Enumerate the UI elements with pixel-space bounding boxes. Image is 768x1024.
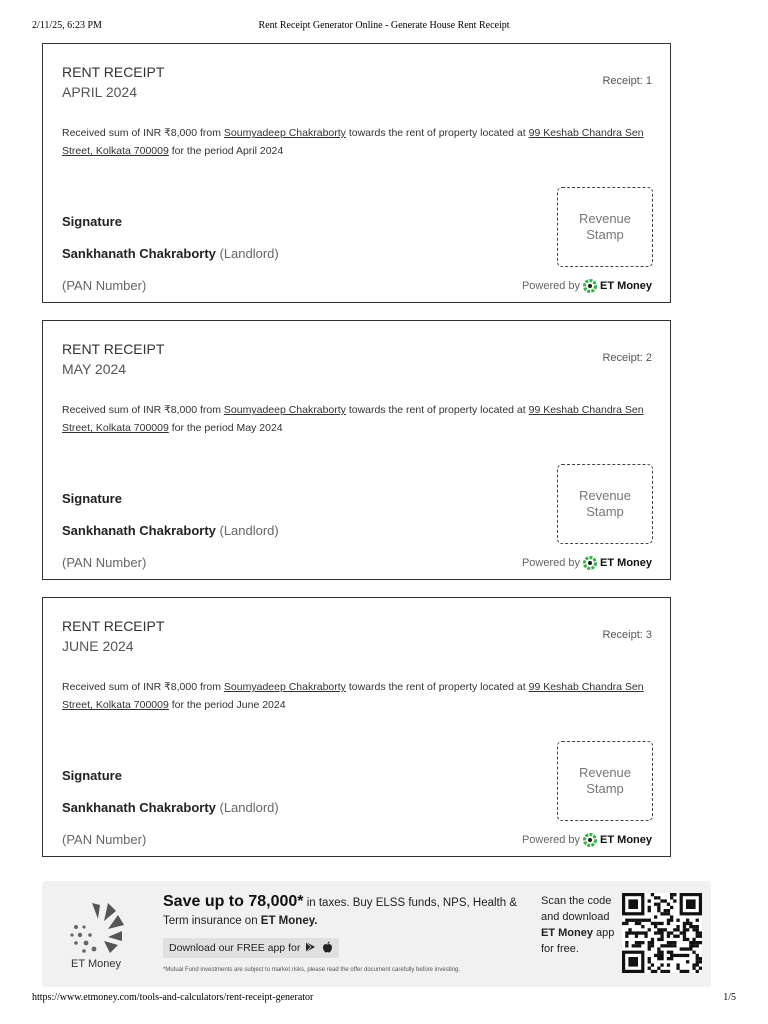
revenue-stamp-box: Revenue Stamp bbox=[557, 741, 653, 821]
receipt-month: JUNE 2024 bbox=[62, 638, 134, 654]
tenant-name: Soumyadeep Chakraborty bbox=[223, 127, 346, 139]
receipt-body-text bbox=[62, 401, 652, 437]
receipt-number: Receipt: 1 bbox=[602, 75, 652, 87]
banner-savings: Save up to 78,000* bbox=[163, 893, 304, 910]
scan-instructions bbox=[541, 893, 621, 957]
print-header bbox=[0, 20, 768, 34]
receipt-number: Receipt: 3 bbox=[602, 629, 652, 641]
scan-brand: ET Money bbox=[541, 927, 593, 939]
download-app-button[interactable] bbox=[163, 938, 339, 958]
play-store-icon[interactable] bbox=[305, 941, 317, 956]
receipt-title: RENT RECEIPT bbox=[62, 341, 165, 357]
tenant-name: Soumyadeep Chakraborty bbox=[223, 681, 346, 693]
et-money-logo-icon bbox=[583, 556, 597, 570]
property-address: 99 Keshab Chandra Sen Street, Kolkata 700009 bbox=[62, 127, 644, 157]
landlord-line bbox=[62, 523, 279, 538]
rent-receipt-card bbox=[42, 43, 671, 303]
tenant-name: Soumyadeep Chakraborty bbox=[223, 404, 346, 416]
qr-code bbox=[622, 893, 702, 973]
receipt-body-text bbox=[62, 124, 652, 160]
signature-label: Signature bbox=[62, 768, 122, 783]
landlord-line bbox=[62, 246, 279, 261]
revenue-stamp-box: Revenue Stamp bbox=[557, 464, 653, 544]
pan-number-placeholder: (PAN Number) bbox=[62, 278, 147, 293]
scan-text-end: app for free. bbox=[541, 927, 615, 955]
powered-by-label: Powered by bbox=[521, 834, 581, 846]
powered-by-label: Powered by bbox=[521, 557, 581, 569]
et-money-logo-icon bbox=[583, 833, 597, 847]
landlord-role: (Landlord) bbox=[215, 800, 279, 815]
download-app-label: Download our FREE app for bbox=[169, 942, 301, 954]
revenue-stamp-box: Revenue Stamp bbox=[557, 187, 653, 267]
landlord-name: Sankhanath Chakraborty bbox=[62, 523, 216, 538]
powered-by-brand: ET Money bbox=[600, 557, 652, 569]
app-promo-banner bbox=[42, 881, 711, 987]
apple-icon[interactable] bbox=[322, 941, 333, 956]
banner-brand: ET Money. bbox=[260, 915, 318, 927]
receipt-text-part: towards the rent of property located at bbox=[345, 404, 529, 416]
print-page-title: Rent Receipt Generator Online - Generate House Rent Receipt bbox=[258, 20, 510, 31]
powered-by-label: Powered by bbox=[521, 280, 581, 292]
landlord-role: (Landlord) bbox=[215, 246, 279, 261]
print-page-number: 1/5 bbox=[723, 992, 736, 1003]
scan-text: Scan the code and download bbox=[541, 895, 612, 923]
pan-number-placeholder: (PAN Number) bbox=[62, 555, 147, 570]
print-datetime: 2/11/25, 6:23 PM bbox=[32, 20, 102, 31]
receipt-text-part: towards the rent of property located at bbox=[345, 127, 529, 139]
receipt-number: Receipt: 2 bbox=[602, 352, 652, 364]
et-money-logo-icon bbox=[583, 279, 597, 293]
banner-disclaimer: *Mutual Fund investments are subject to market risks, please read the offer document carefully before investing. bbox=[163, 967, 461, 973]
receipt-period-text: for the period May 2024 bbox=[168, 422, 283, 434]
receipt-title: RENT RECEIPT bbox=[62, 618, 165, 634]
receipt-body-text bbox=[62, 678, 652, 714]
rent-receipt-card bbox=[42, 320, 671, 580]
receipt-title: RENT RECEIPT bbox=[62, 64, 165, 80]
powered-by-brand: ET Money bbox=[600, 834, 652, 846]
landlord-name: Sankhanath Chakraborty bbox=[62, 800, 216, 815]
landlord-role: (Landlord) bbox=[215, 523, 279, 538]
receipt-text-part: Received sum of INR ₹8,000 from bbox=[62, 404, 224, 416]
banner-headline bbox=[163, 893, 523, 930]
powered-by bbox=[522, 278, 652, 294]
print-url: https://www.etmoney.com/tools-and-calculators/rent-receipt-generator bbox=[32, 992, 314, 1003]
receipt-period-text: for the period June 2024 bbox=[168, 699, 286, 711]
landlord-line bbox=[62, 800, 279, 815]
receipt-month: APRIL 2024 bbox=[62, 84, 137, 100]
receipt-month: MAY 2024 bbox=[62, 361, 127, 377]
property-address: 99 Keshab Chandra Sen Street, Kolkata 700009 bbox=[62, 681, 644, 711]
print-footer bbox=[0, 992, 768, 1006]
banner-logo-text: ET Money bbox=[71, 958, 121, 970]
signature-label: Signature bbox=[62, 214, 122, 229]
receipt-period-text: for the period April 2024 bbox=[168, 145, 284, 157]
pan-number-placeholder: (PAN Number) bbox=[62, 832, 147, 847]
receipt-text-part: Received sum of INR ₹8,000 from bbox=[62, 127, 224, 139]
receipt-text-part: towards the rent of property located at bbox=[345, 681, 529, 693]
powered-by bbox=[522, 832, 652, 848]
property-address: 99 Keshab Chandra Sen Street, Kolkata 700009 bbox=[62, 404, 644, 434]
powered-by-brand: ET Money bbox=[600, 280, 652, 292]
receipt-text-part: Received sum of INR ₹8,000 from bbox=[62, 681, 224, 693]
banner-headline-text: in taxes. Buy ELSS funds, NPS, Health & Term insurance on bbox=[163, 897, 518, 927]
signature-label: Signature bbox=[62, 491, 122, 506]
rent-receipt-card bbox=[42, 597, 671, 857]
landlord-name: Sankhanath Chakraborty bbox=[62, 246, 216, 261]
et-money-logo-icon bbox=[64, 897, 128, 965]
powered-by bbox=[522, 555, 652, 571]
